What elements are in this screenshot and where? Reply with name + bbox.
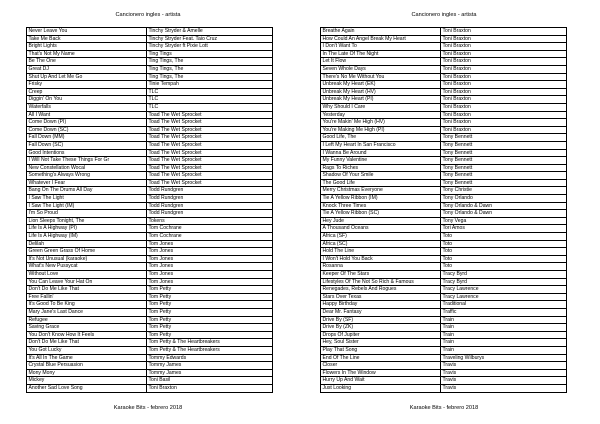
table-row	[27, 354, 273, 362]
table-row	[321, 233, 567, 241]
song-title-cell: Come Down (PI)	[27, 119, 147, 127]
artist-cell: Tommy James	[147, 362, 273, 370]
song-title-cell: Hey Jude	[321, 217, 441, 225]
table-row	[27, 149, 273, 157]
song-title-cell: Never Leave You	[27, 28, 147, 36]
table-row	[321, 308, 567, 316]
artist-cell: Toni Braxton	[441, 103, 567, 111]
artist-cell: Tori Amos	[441, 225, 567, 233]
artist-cell: Toni Braxton	[441, 50, 567, 58]
song-title-cell: Renegades, Rebels And Rogues	[321, 286, 441, 294]
artist-cell: Toni Braxton	[441, 126, 567, 134]
song-title-cell: I Don't Want To	[321, 43, 441, 51]
table-row	[27, 202, 273, 210]
artist-cell: Tracy Byrd	[441, 271, 567, 279]
artist-cell: TLC	[147, 96, 273, 104]
song-title-cell: Another Sad Love Song	[27, 384, 147, 392]
artist-cell: Toni Braxton	[147, 384, 273, 392]
artist-cell: Tom Cochrane	[147, 233, 273, 241]
song-title-cell: Tie A Yellow Ribbon (SC)	[321, 210, 441, 218]
artist-cell: Tracy Lawrence	[441, 293, 567, 301]
artist-cell: Tracy Lawrence	[441, 286, 567, 294]
song-title-cell: Hurry Up And Wait	[321, 377, 441, 385]
song-title-cell: Don't Do Me Like That	[27, 339, 147, 347]
artist-cell: Tom Petty & The Heartbreakers	[147, 339, 273, 347]
artist-cell: Tom Petty	[147, 308, 273, 316]
song-title-cell: Knock Three Times	[321, 202, 441, 210]
song-title-cell: Free Fallin'	[27, 293, 147, 301]
table-row	[321, 119, 567, 127]
table-row	[27, 65, 273, 73]
song-table	[26, 27, 273, 393]
table-row	[27, 369, 273, 377]
song-title-cell: Let It Flow	[321, 58, 441, 66]
table-row	[27, 263, 273, 271]
song-title-cell: Hey, Soul Sister	[321, 339, 441, 347]
song-title-cell: Drops Of Jupiter	[321, 331, 441, 339]
artist-cell: Toni Braxton	[441, 28, 567, 36]
table-row	[27, 384, 273, 392]
artist-cell: Train	[441, 316, 567, 324]
artist-cell: TLC	[147, 88, 273, 96]
table-row	[27, 119, 273, 127]
table-row	[27, 73, 273, 81]
page-footer: Karaoke Bits - febrero 2018	[113, 405, 183, 411]
table-row	[321, 263, 567, 271]
song-title-cell: Lifestyles Of The Not So Rich & Famous	[321, 278, 441, 286]
artist-cell: Traveling Wilburys	[441, 354, 567, 362]
artist-cell: Toad The Wet Sprocket	[147, 179, 273, 187]
table-row	[27, 377, 273, 385]
table-row	[27, 126, 273, 134]
song-title-cell: A Thousand Oceans	[321, 225, 441, 233]
artist-cell: Tony Bennett	[441, 164, 567, 172]
artist-cell: Tony Bennett	[441, 172, 567, 180]
artist-cell: Tom Petty	[147, 331, 273, 339]
table-row	[27, 35, 273, 43]
table-row	[321, 324, 567, 332]
song-title-cell: Seven Whole Days	[321, 65, 441, 73]
song-title-cell: All I Want	[27, 111, 147, 119]
table-row	[27, 316, 273, 324]
table-row	[321, 362, 567, 370]
song-title-cell: Refugee	[27, 316, 147, 324]
table-row	[321, 217, 567, 225]
song-title-cell: You Can Leave Your Hat On	[27, 278, 147, 286]
artist-cell: Travis	[441, 377, 567, 385]
song-table	[320, 27, 567, 393]
song-title-cell: I Saw The Light (IM)	[27, 202, 147, 210]
table-row	[321, 81, 567, 89]
table-row	[321, 339, 567, 347]
table-row	[321, 271, 567, 279]
table-row	[321, 225, 567, 233]
artist-cell: Tinchy Stryder Feat. Taio Cruz	[147, 35, 273, 43]
table-row	[321, 157, 567, 165]
song-title-cell: Why Should I Care	[321, 103, 441, 111]
artist-cell: Toni Braxton	[441, 73, 567, 81]
song-title-cell: Breathe Again	[321, 28, 441, 36]
artist-cell: Toto	[441, 263, 567, 271]
table-row	[321, 301, 567, 309]
song-title-cell: Something's Always Wrong	[27, 172, 147, 180]
table-row	[321, 111, 567, 119]
artist-cell: Todd Rundgren	[147, 195, 273, 203]
song-title-cell: Green Green Grass Of Home	[27, 248, 147, 256]
table-row	[27, 346, 273, 354]
table-row	[321, 103, 567, 111]
song-title-cell: Fall Down (MM)	[27, 134, 147, 142]
artist-cell: Tony Bennett	[441, 179, 567, 187]
artist-cell: Tony Bennett	[441, 134, 567, 142]
table-row	[321, 164, 567, 172]
song-title-cell: Delilah	[27, 240, 147, 248]
song-title-cell: You Don't Know How It Feels	[27, 331, 147, 339]
artist-cell: Tracy Byrd	[441, 278, 567, 286]
table-row	[27, 195, 273, 203]
table-row	[321, 195, 567, 203]
artist-cell: Toni Braxton	[441, 81, 567, 89]
artist-cell: Train	[441, 324, 567, 332]
artist-cell: Toto	[441, 233, 567, 241]
song-title-cell: Just Looking	[321, 384, 441, 392]
song-title-cell: Stars Over Texas	[321, 293, 441, 301]
song-title-cell: It's All In The Game	[27, 354, 147, 362]
table-row	[27, 43, 273, 51]
page-title: Cancionero ingles - artista	[411, 12, 477, 18]
table-row	[27, 278, 273, 286]
table-row	[321, 35, 567, 43]
table-row	[321, 149, 567, 157]
artist-cell: Toto	[441, 248, 567, 256]
table-row	[27, 172, 273, 180]
song-title-cell: Flowers In The Window	[321, 369, 441, 377]
artist-cell: Travis	[441, 384, 567, 392]
table-row	[27, 28, 273, 36]
song-title-cell: Whatever I Fear	[27, 179, 147, 187]
artist-cell: Toad The Wet Sprocket	[147, 126, 273, 134]
song-title-cell: Crystal Blue Persuasion	[27, 362, 147, 370]
table-row	[321, 141, 567, 149]
table-row	[321, 96, 567, 104]
song-title-cell: You Got Lucky	[27, 346, 147, 354]
table-row	[321, 255, 567, 263]
table-row	[27, 362, 273, 370]
song-title-cell: Unbreak My Heart (EK)	[321, 81, 441, 89]
page-footer: Karaoke Bits - febrero 2018	[409, 405, 479, 411]
artist-cell: Ting Tings, The	[147, 73, 273, 81]
table-row	[321, 50, 567, 58]
song-title-cell: Unbreak My Heart (HV)	[321, 88, 441, 96]
song-title-cell: There's No Me Without You	[321, 73, 441, 81]
song-title-cell: Africa (SF)	[321, 233, 441, 241]
artist-cell: Ting Tings, The	[147, 65, 273, 73]
table-row	[27, 103, 273, 111]
table-row	[321, 210, 567, 218]
table-row	[321, 331, 567, 339]
artist-cell: Travis	[441, 369, 567, 377]
song-title-cell: You're Making Me High (PI)	[321, 126, 441, 134]
artist-cell: Tokens	[147, 217, 273, 225]
table-row	[27, 141, 273, 149]
table-row	[321, 43, 567, 51]
table-row	[321, 126, 567, 134]
table-row	[27, 233, 273, 241]
table-row	[27, 331, 273, 339]
song-title-cell: I Left My Heart In San Francisco	[321, 141, 441, 149]
artist-cell: Train	[441, 331, 567, 339]
song-title-cell: Without Love	[27, 271, 147, 279]
song-title-cell: My Funny Valentine	[321, 157, 441, 165]
table-row	[27, 286, 273, 294]
table-row	[321, 354, 567, 362]
artist-cell: Tom Petty	[147, 324, 273, 332]
table-row	[27, 179, 273, 187]
table-row	[321, 278, 567, 286]
table-row	[321, 293, 567, 301]
artist-cell: Toad The Wet Sprocket	[147, 111, 273, 119]
table-row	[321, 58, 567, 66]
artist-cell: Tinie Tempah	[147, 81, 273, 89]
artist-cell: TLC	[147, 103, 273, 111]
song-title-cell: Rags To Riches	[321, 164, 441, 172]
artist-cell: Toto	[441, 255, 567, 263]
table-row	[27, 339, 273, 347]
artist-cell: Train	[441, 346, 567, 354]
song-title-cell: It's Good To Be King	[27, 301, 147, 309]
table-row	[27, 58, 273, 66]
song-title-cell: How Could An Angel Break My Heart	[321, 35, 441, 43]
artist-cell: Tony Bennett	[441, 141, 567, 149]
song-title-cell: Waterfalls	[27, 103, 147, 111]
song-title-cell: I Will Not Take These Things For Gr	[27, 157, 147, 165]
table-row	[27, 324, 273, 332]
artist-cell: Tom Petty	[147, 316, 273, 324]
song-title-cell: Life Is A Highway (PI)	[27, 225, 147, 233]
song-title-cell: In The Late Of The Night	[321, 50, 441, 58]
table-row	[27, 157, 273, 165]
song-title-cell: Play That Song	[321, 346, 441, 354]
song-title-cell: Mary Jane's Last Dance	[27, 308, 147, 316]
song-title-cell: Mony Mony	[27, 369, 147, 377]
song-title-cell: Unbreak My Heart (PI)	[321, 96, 441, 104]
song-title-cell: You're Makin' Me High (HV)	[321, 119, 441, 127]
page-right	[300, 0, 600, 424]
song-title-cell: Dear Mr. Fantasy	[321, 308, 441, 316]
song-title-cell: Good Life, The	[321, 134, 441, 142]
table-row	[321, 28, 567, 36]
table-row	[321, 73, 567, 81]
song-title-cell: Lion Sleeps Tonight, The	[27, 217, 147, 225]
song-title-cell: Yesterday	[321, 111, 441, 119]
artist-cell: Todd Rundgren	[147, 202, 273, 210]
table-row	[27, 240, 273, 248]
table-row	[27, 225, 273, 233]
artist-cell: Toto	[441, 240, 567, 248]
table-row	[27, 301, 273, 309]
table-row	[321, 187, 567, 195]
song-title-cell: It's Not Unusual (karaoke)	[27, 255, 147, 263]
artist-cell: Tom Jones	[147, 278, 273, 286]
table-row	[27, 111, 273, 119]
artist-cell: Tommy James	[147, 369, 273, 377]
table-row	[321, 316, 567, 324]
song-title-cell: Keeper Of The Stars	[321, 271, 441, 279]
table-row	[27, 81, 273, 89]
table-row	[27, 217, 273, 225]
artist-cell: Toni Basil	[147, 377, 273, 385]
artist-cell: Toni Braxton	[441, 35, 567, 43]
artist-cell: Travis	[441, 362, 567, 370]
artist-cell: Todd Rundgren	[147, 187, 273, 195]
artist-cell: Tom Petty & The Heartbreakers	[147, 346, 273, 354]
artist-cell: Todd Rundgren	[147, 210, 273, 218]
table-row	[27, 88, 273, 96]
artist-cell: Toni Braxton	[441, 88, 567, 96]
song-title-cell: Come Down (SC)	[27, 126, 147, 134]
artist-cell: Toni Braxton	[441, 58, 567, 66]
song-title-cell: I'm So Proud	[27, 210, 147, 218]
song-title-cell: Take Me Back	[27, 35, 147, 43]
table-row	[321, 179, 567, 187]
artist-cell: Toad The Wet Sprocket	[147, 172, 273, 180]
artist-cell: Toad The Wet Sprocket	[147, 157, 273, 165]
song-title-cell: Shut Up And Let Me Go	[27, 73, 147, 81]
artist-cell: Train	[441, 339, 567, 347]
song-title-cell: Tie A Yellow Ribbon (IM)	[321, 195, 441, 203]
artist-cell: Toni Braxton	[441, 43, 567, 51]
table-row	[321, 88, 567, 96]
artist-cell: Toad The Wet Sprocket	[147, 164, 273, 172]
table-row	[321, 377, 567, 385]
artist-cell: Tom Jones	[147, 271, 273, 279]
song-title-cell: Drive By (SF)	[321, 316, 441, 324]
artist-cell: Toad The Wet Sprocket	[147, 119, 273, 127]
table-row	[321, 172, 567, 180]
song-title-cell: Fall Down (SC)	[27, 141, 147, 149]
table-row	[27, 248, 273, 256]
table-row	[27, 210, 273, 218]
song-title-cell: Good Intentions	[27, 149, 147, 157]
table-row	[27, 293, 273, 301]
song-title-cell: Hold The Line	[321, 248, 441, 256]
artist-cell: Tony Vega	[441, 217, 567, 225]
song-title-cell: Don't Do Me Like That	[27, 286, 147, 294]
table-row	[27, 255, 273, 263]
song-title-cell: I Saw The Light	[27, 195, 147, 203]
song-title-cell: Closer	[321, 362, 441, 370]
song-title-cell: New Constellation Wocal	[27, 164, 147, 172]
song-title-cell: Bright Lights	[27, 43, 147, 51]
song-title-cell: Diggin' On You	[27, 96, 147, 104]
artist-cell: Ting Tings, The	[147, 58, 273, 66]
song-title-cell: Shadow Of Your Smile	[321, 172, 441, 180]
artist-cell: Tommy Edwards	[147, 354, 273, 362]
table-row	[321, 65, 567, 73]
page-title: Cancionero ingles - artista	[115, 12, 181, 18]
table-row	[27, 308, 273, 316]
song-title-cell: Happy Birthday	[321, 301, 441, 309]
artist-cell: Tom Petty	[147, 301, 273, 309]
artist-cell: Toni Braxton	[441, 96, 567, 104]
table-row	[27, 187, 273, 195]
artist-cell: Tinchy Stryder & Amelle	[147, 28, 273, 36]
song-title-cell: I Wanna Be Around	[321, 149, 441, 157]
table-row	[321, 286, 567, 294]
artist-cell: Toni Braxton	[441, 65, 567, 73]
table-row	[27, 164, 273, 172]
song-title-cell: Bang On The Drums All Day	[27, 187, 147, 195]
song-title-cell: Frisky	[27, 81, 147, 89]
artist-cell: Tony Bennett	[441, 157, 567, 165]
table-row	[321, 248, 567, 256]
artist-cell: Tony Orlando & Dawn	[441, 210, 567, 218]
song-title-cell: Rosanna	[321, 263, 441, 271]
table-row	[321, 369, 567, 377]
table-row	[321, 346, 567, 354]
artist-cell: Toad The Wet Sprocket	[147, 134, 273, 142]
song-title-cell: Life Is A Highway (IM)	[27, 233, 147, 241]
table-row	[321, 134, 567, 142]
artist-cell: Tony Orlando	[441, 195, 567, 203]
artist-cell: Tony Orlando & Dawn	[441, 202, 567, 210]
table-row	[27, 96, 273, 104]
song-title-cell: Creep	[27, 88, 147, 96]
song-title-cell: That's Not My Name	[27, 50, 147, 58]
artist-cell: Toni Braxton	[441, 111, 567, 119]
song-title-cell: Saving Grace	[27, 324, 147, 332]
table-row	[321, 240, 567, 248]
artist-cell: Ting Tings	[147, 50, 273, 58]
song-title-cell: End Of The Line	[321, 354, 441, 362]
song-title-cell: Great DJ	[27, 65, 147, 73]
table-row	[321, 202, 567, 210]
artist-cell: Traffic	[441, 308, 567, 316]
song-title-cell: Mickey	[27, 377, 147, 385]
artist-cell: Tom Jones	[147, 248, 273, 256]
artist-cell: Tom Jones	[147, 240, 273, 248]
artist-cell: Toad The Wet Sprocket	[147, 141, 273, 149]
artist-cell: Toni Braxton	[441, 119, 567, 127]
artist-cell: Tom Cochrane	[147, 225, 273, 233]
table-row	[27, 134, 273, 142]
song-title-cell: Drive By (ZK)	[321, 324, 441, 332]
artist-cell: Traditional	[441, 301, 567, 309]
artist-cell: Tony Bennett	[441, 149, 567, 157]
song-title-cell: Africa (SC)	[321, 240, 441, 248]
artist-cell: Tinchy Stryder ft Pixie Lott	[147, 43, 273, 51]
song-title-cell: Merry Christmas Everyone	[321, 187, 441, 195]
artist-cell: Tom Jones	[147, 255, 273, 263]
artist-cell: Tom Jones	[147, 263, 273, 271]
table-row	[27, 271, 273, 279]
artist-cell: Toad The Wet Sprocket	[147, 149, 273, 157]
song-title-cell: I Won't Hold You Back	[321, 255, 441, 263]
song-title-cell: Be The One	[27, 58, 147, 66]
table-row	[27, 50, 273, 58]
artist-cell: Tom Petty	[147, 286, 273, 294]
artist-cell: Tony Christie	[441, 187, 567, 195]
table-row	[321, 384, 567, 392]
song-title-cell: The Good Life	[321, 179, 441, 187]
song-title-cell: What's New Pussycat	[27, 263, 147, 271]
artist-cell: Tom Petty	[147, 293, 273, 301]
